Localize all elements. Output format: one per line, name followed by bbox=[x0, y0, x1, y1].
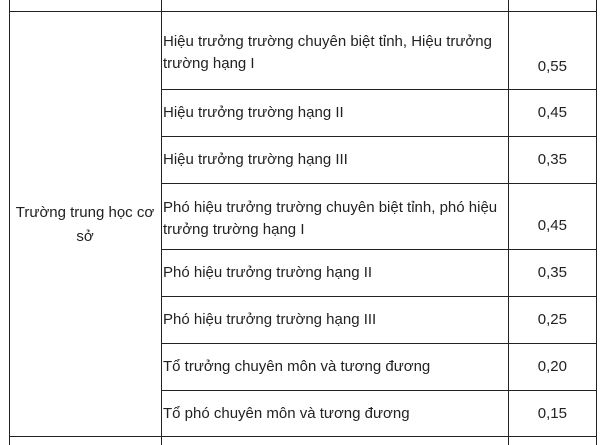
row-separator bbox=[161, 390, 597, 391]
coefficient-cell: 0,45 bbox=[537, 217, 567, 234]
coefficient-cell: 0,45 bbox=[537, 104, 567, 121]
table-border-col1 bbox=[161, 0, 162, 445]
position-cell: Phó hiệu trưởng trường hạng II bbox=[163, 264, 373, 281]
position-cell: Hiệu trưởng trường hạng III bbox=[163, 151, 348, 168]
coefficient-cell: 0,15 bbox=[537, 405, 567, 422]
table-border-right bbox=[596, 0, 597, 445]
position-cell: Tổ phó chuyên môn và tương đương bbox=[163, 405, 410, 422]
row-separator bbox=[161, 183, 597, 184]
row-separator bbox=[161, 343, 597, 344]
table-border-col2 bbox=[508, 0, 509, 445]
position-cell: Phó hiệu trưởng trường chuyên biệt tỉnh, phó hiệu trưởng trường hạng I bbox=[163, 199, 498, 238]
row-separator bbox=[161, 249, 597, 250]
position-cell: Hiệu trưởng trường chuyên biệt tỉnh, Hiệu trưởng trường hạng I bbox=[163, 33, 492, 72]
row-separator bbox=[161, 296, 597, 297]
coefficient-cell: 0,35 bbox=[537, 151, 567, 168]
position-cell: Phó hiệu trưởng trường hạng III bbox=[163, 311, 377, 328]
position-cell: Tổ trưởng chuyên môn và tương đương bbox=[163, 358, 431, 375]
row-separator bbox=[161, 136, 597, 137]
position-cell: Hiệu trưởng trường hạng II bbox=[163, 104, 344, 121]
coefficient-cell: 0,55 bbox=[537, 58, 567, 75]
coefficient-cell: 0,20 bbox=[537, 358, 567, 375]
row-separator bbox=[161, 89, 597, 90]
coefficient-cell: 0,35 bbox=[537, 264, 567, 281]
table-bottom-border bbox=[9, 436, 597, 437]
coefficient-cell: 0,25 bbox=[537, 311, 567, 328]
table-top-border bbox=[9, 11, 597, 12]
category-cell: Trường trung học cơ sở bbox=[15, 204, 155, 245]
